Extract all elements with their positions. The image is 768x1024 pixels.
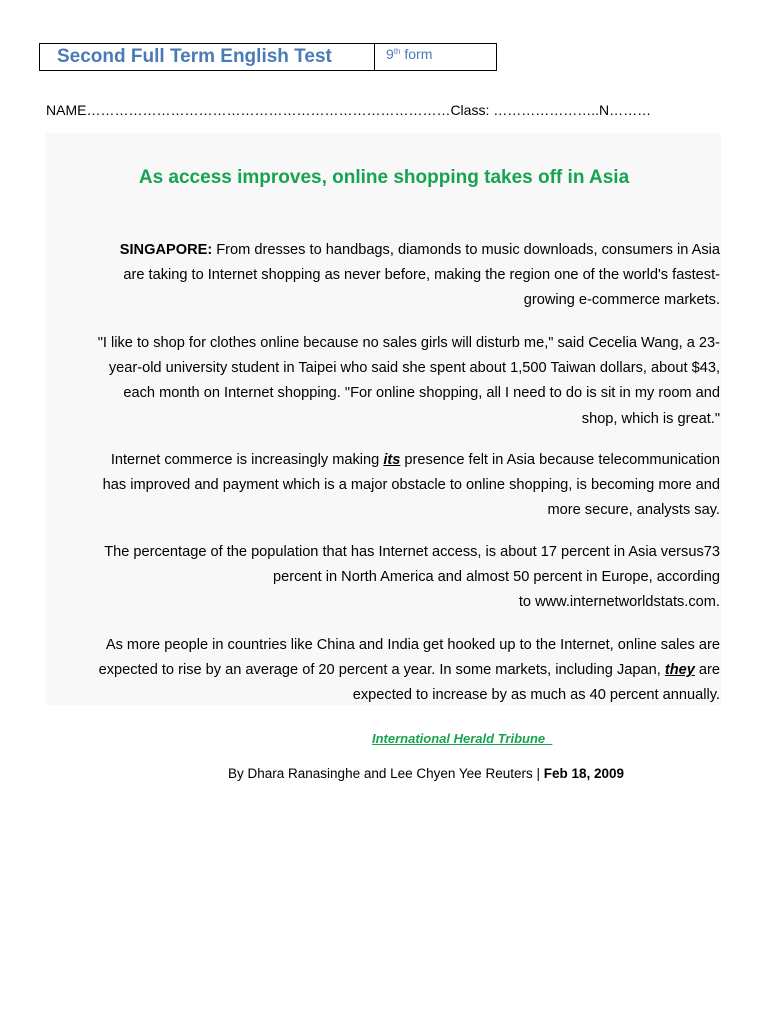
paragraph-line: shop, which is great." bbox=[581, 410, 720, 427]
byline bbox=[228, 764, 624, 784]
name-class-line: NAME……………………………………………………………………Class: …………………..N……… bbox=[46, 102, 652, 118]
article-headline: As access improves, online shopping takes off in Asia bbox=[138, 167, 630, 188]
paragraph-3 bbox=[103, 448, 720, 524]
paragraph-line: are taking to Internet shopping as never before, making the region one of the world's fastest- bbox=[123, 267, 720, 284]
keyword-its: its bbox=[383, 452, 401, 468]
paragraph-line: growing e-commerce markets. bbox=[523, 292, 720, 309]
paragraph-line: percent in North America and almost 50 percent in Europe, according bbox=[273, 569, 720, 586]
form-suffix: th bbox=[393, 47, 401, 56]
dateline: SINGAPORE: bbox=[119, 242, 213, 258]
byline-authors: By Dhara Ranasinghe and Lee Chyen Yee Reuters | bbox=[228, 766, 544, 781]
form-word: form bbox=[400, 46, 433, 62]
paragraph-line: As more people in countries like China and India get hooked up to the Internet, online sales are bbox=[105, 637, 720, 653]
paragraph-line: The percentage of the population that has Internet access, is about 17 percent in Asia versus73 bbox=[104, 544, 720, 560]
form-label bbox=[375, 44, 432, 70]
form-number: 9 bbox=[386, 46, 394, 62]
paragraph-4 bbox=[104, 540, 720, 616]
byline-date: Feb 18, 2009 bbox=[543, 766, 625, 781]
paragraph-line: Internet commerce is increasingly making its presence felt in Asia because telecommunication bbox=[110, 452, 720, 468]
paragraph-line: more secure, analysts say. bbox=[547, 502, 720, 519]
paragraph-line: expected to increase by as much as 40 percent annually. bbox=[352, 687, 720, 704]
paragraph-5 bbox=[99, 633, 720, 709]
paragraph-line: has improved and payment which is a major obstacle to online shopping, is becoming more and bbox=[102, 477, 720, 494]
paragraph-line: each month on Internet shopping. "For online shopping, all I need to do is sit in my room and bbox=[123, 385, 720, 402]
paragraph-line: "I like to shop for clothes online because no sales girls will disturb me," said Cecelia Wang, a 23- bbox=[97, 335, 720, 351]
keyword-they: they bbox=[664, 662, 695, 679]
test-title: Second Full Term English Test bbox=[40, 44, 375, 70]
test-header bbox=[39, 43, 497, 71]
paragraph-1 bbox=[120, 238, 720, 314]
paragraph-line: to www.internetworldstats.com. bbox=[518, 594, 720, 611]
paragraph-2 bbox=[98, 331, 720, 432]
paragraph-line: expected to rise by an average of 20 percent a year. In some markets, including Japan, they are bbox=[98, 662, 720, 679]
paragraph-line: SINGAPORE: From dresses to handbags, diamonds to music downloads, consumers in Asia bbox=[119, 242, 720, 258]
paragraph-line: year-old university student in Taipei who said she spent about 1,500 Taiwan dollars, about $43, bbox=[108, 360, 720, 377]
source-credit: International Herald Tribune bbox=[372, 731, 553, 746]
